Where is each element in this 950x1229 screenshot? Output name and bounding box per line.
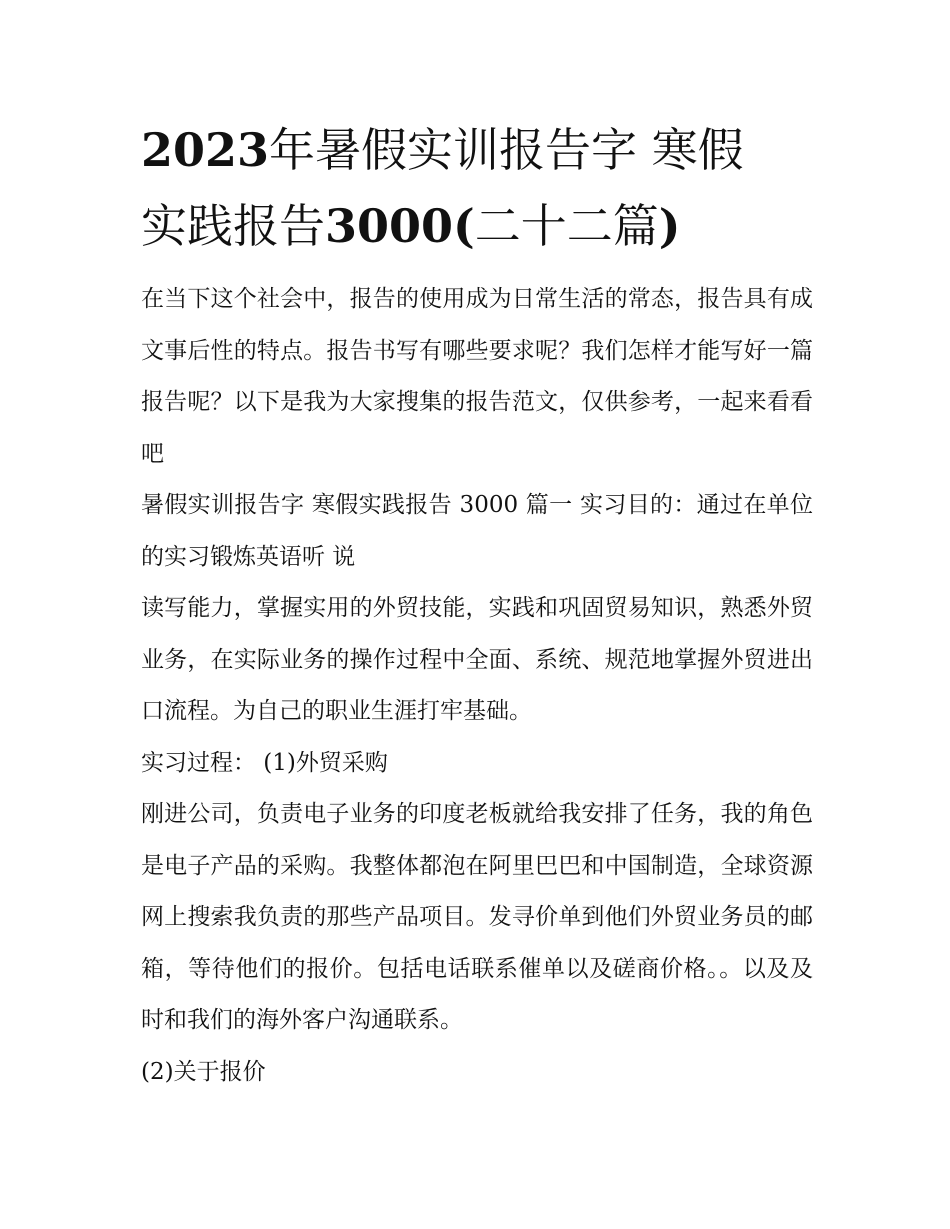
paragraph-purpose: 读写能力，掌握实用的外贸技能，实践和巩固贸易知识，熟悉外贸业务，在实际业务的操作过程中全面、系统、规范地掌握外贸进出口流程。为自己的职业生涯打牢基础。 [141, 595, 813, 724]
title-text-2: 实践报告 [141, 199, 325, 253]
title-text-3: 二十二篇 [474, 199, 659, 253]
title-line-1 [141, 123, 744, 177]
paragraph-intro: 在当下这个社会中，报告的使用成为日常生活的常态，报告具有成文事后性的特点。报告书写有哪些要求呢？我们怎样才能写好一篇报告呢？以下是我为大家搜集的报告范文，仅供参考，一起来看看吧 [141, 286, 813, 467]
title-line-2 [141, 199, 681, 253]
title-count: 3000( [325, 199, 475, 253]
title-year: 2023 [141, 123, 270, 177]
title-text-1: 年暑假实训报告字 寒假 [269, 123, 744, 177]
document-content [141, 112, 813, 1098]
paragraph-quotation-heading: (2)关于报价 [141, 1058, 266, 1085]
paragraph-procurement: 刚进公司，负责电子业务的印度老板就给我安排了任务，我的角色是电子产品的采购。我整体都泡在阿里巴巴和中国制造，全球资源网上搜索我负责的那些产品项目。发寻价单到他们外贸业务员的邮箱，等待他们的报价。包括电话联系催单以及磋商价格。。以及及时和我们的海外客户沟通联系。 [141, 801, 813, 1033]
paragraph-process-heading: 实习过程： (1)外贸采购 [141, 749, 388, 776]
paragraph-section-1-heading: 暑假实训报告字 寒假实践报告 3000 篇一 实习目的：通过在单位的实习锻炼英语听 说 [141, 492, 813, 570]
document-title [141, 112, 813, 264]
title-close-paren: ) [658, 199, 681, 253]
